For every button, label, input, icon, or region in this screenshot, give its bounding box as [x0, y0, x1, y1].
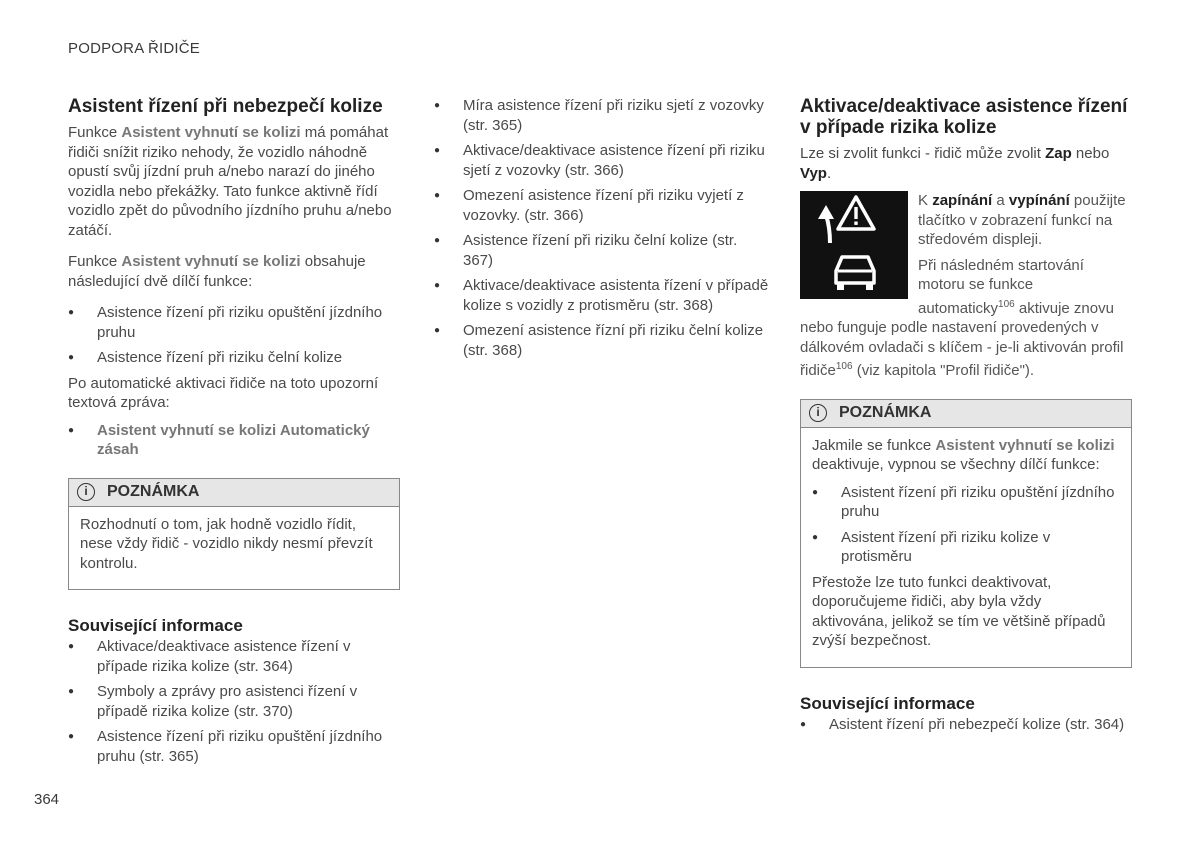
collision-steering-icon — [800, 191, 908, 299]
restart-paragraph: Při následném startování motoru se funkce automaticky$^{106}$ aktivuje znovu nebo funguje podle nastavení provedených v dálkovém ovladači s klíčem - je-li aktivován profil řidiče$^{106}$ (viz kapitola "Profil řidiče"). — [800, 256, 1124, 379]
subfunctions-list — [68, 303, 400, 368]
list-item: ● Asistence řízení při riziku opuštění jízdního pruhu — [68, 303, 400, 342]
list-item: ● Asistent řízení při riziku kolize v protisměru — [812, 528, 1120, 567]
note-recommendation: Přestože lze tuto funkci deaktivovat, doporučujeme řidiči, aby byla vždy aktivována, jelikož se tím ve většině případů zvýší bezpečnost. — [812, 573, 1106, 649]
column-right — [800, 96, 1132, 740]
section-title: Aktivace/deaktivace asistence řízení v případe rizika kolize — [800, 96, 1128, 138]
page-title: Asistent řízení při nebezpečí kolize — [68, 96, 383, 117]
note-list — [812, 483, 1120, 567]
column-left — [68, 96, 400, 772]
related-link[interactable]: ● Symboly a zprávy pro asistenci řízení v případě rizika kolize (str. 370) — [68, 682, 400, 721]
related-title: Související informace — [800, 693, 975, 713]
related-title: Související informace — [68, 616, 243, 635]
related-link[interactable]: ● Asistence řízení při riziku opuštění jízdního pruhu (str. 365) — [68, 727, 400, 766]
related-link[interactable]: ● Asistent řízení při nebezpečí kolize (str. 364) — [800, 715, 1132, 735]
message-list — [68, 421, 400, 460]
related-link[interactable]: ● Asistence řízení při riziku čelní kolize (str. 367) — [434, 231, 769, 270]
note-text: Rozhodnutí o tom, jak hodně vozidlo řídit, nese vždy řidič - vozidlo nikdy nesmí převzít kontrolu. — [80, 515, 373, 572]
note-header — [801, 400, 1131, 428]
related-link[interactable]: ● Omezení asistence řízní při riziku čelní kolize (str. 368) — [434, 321, 769, 360]
toggle-instructions: K zapínání a vypínání použijte tlačítko v zobrazení funkcí na středovém displeji. — [918, 192, 1126, 248]
note-label: POZNÁMKA — [107, 483, 200, 501]
list-item: ● Asistence řízení při riziku čelní kolize — [68, 348, 400, 368]
related-link[interactable]: ● Míra asistence řízení při riziku sjetí z vozovky (str. 365) — [434, 96, 769, 135]
note-label: POZNÁMKA — [839, 404, 932, 422]
section-header: PODPORA ŘIDIČE — [68, 40, 200, 57]
info-icon: i — [77, 483, 95, 501]
note-header — [69, 479, 399, 507]
function-name: Asistent vyhnutí se kolizi — [121, 253, 301, 270]
icon-paragraph — [800, 191, 1132, 381]
list-item: ● Asistent řízení při riziku opuštění jízdního pruhu — [812, 483, 1120, 522]
subfunctions-intro: Funkce Asistent vyhnutí se kolizi obsahuje následující dvě dílčí funkce: — [68, 253, 366, 290]
intro-paragraph: Funkce Asistent vyhnutí se kolizi má pomáhat řidiči snížit riziko nehody, že vozidlo náhodně opustí svůj jízdní pruh a/nebo narazí do jiného vozidla nebo překážky. Tato funkce aktivně řídí vozidlo zpět do původního jízdního pruhu a/nebo zatáčí. — [68, 124, 392, 239]
related-list — [800, 715, 1132, 735]
column-middle — [434, 96, 769, 366]
related-link[interactable]: ● Omezení asistence řízení při riziku vyjetí z vozovky. (str. 366) — [434, 186, 769, 225]
related-link[interactable]: ● Aktivace/deaktivace asistence řízení v případe rizika kolize (str. 364) — [68, 637, 400, 676]
related-list-continued — [434, 96, 769, 360]
related-link[interactable]: ● Aktivace/deaktivace asistenta řízení v případě kolize s vozidly z protisměru (str. 368) — [434, 276, 769, 315]
list-item: ● Asistent vyhnutí se kolizi Automatický zásah — [68, 421, 400, 460]
note-box — [800, 399, 1132, 668]
function-name: Asistent vyhnutí se kolizi — [121, 124, 301, 141]
note-body — [801, 428, 1131, 667]
note-text: Jakmile se funkce Asistent vyhnutí se kolizi deaktivuje, vypnou se všechny dílčí funkce: — [812, 436, 1115, 473]
info-icon: i — [809, 404, 827, 422]
message-intro: Po automatické aktivaci řidiče na toto upozorní textová zpráva: — [68, 374, 379, 411]
note-box — [68, 478, 400, 591]
function-name: Asistent vyhnutí se kolizi — [935, 436, 1115, 454]
related-link[interactable]: ● Aktivace/deaktivace asistence řízení při riziku sjetí z vozovky (str. 366) — [434, 141, 769, 180]
intro-paragraph: Lze si zvolit funkci - řidič může zvolit Zap nebo Vyp. — [800, 145, 1110, 182]
page-number: 364 — [34, 791, 60, 808]
note-body — [69, 507, 399, 590]
related-list — [68, 637, 400, 766]
